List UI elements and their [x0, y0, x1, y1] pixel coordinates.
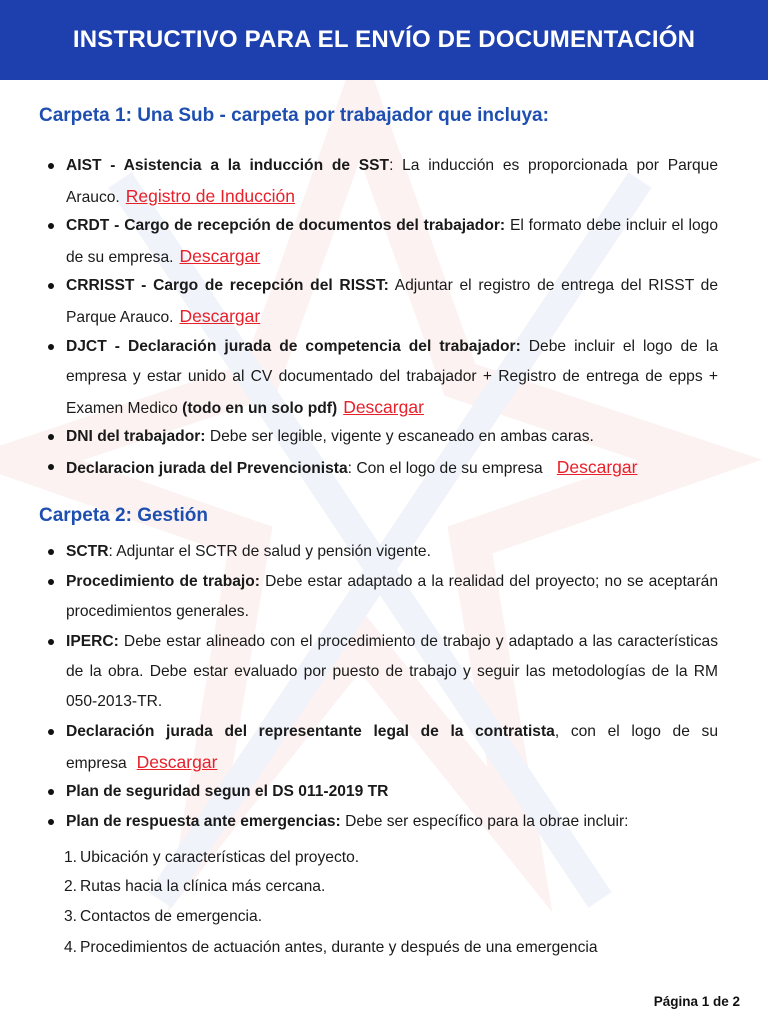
list-item-plan-emergencias	[66, 807, 718, 837]
item-label: Declaracion jurada del Prevencionista	[66, 460, 348, 477]
item-label: Procedimiento de trabajo:	[66, 573, 260, 590]
sublist-number: 1.	[64, 849, 78, 866]
item-label: AIST - Asistencia a la inducción de SST	[66, 157, 390, 174]
item-label: IPERC:	[66, 633, 119, 650]
sublist-item	[64, 843, 359, 873]
item-text: , con el logo de su empresa	[66, 723, 718, 772]
descargar-representante-link[interactable]: Descargar	[136, 752, 218, 772]
list-item-procedimiento	[66, 567, 718, 627]
list-item-aist	[66, 151, 718, 213]
list-item-dj-prevencionista	[66, 452, 718, 484]
item-label: CRRISST - Cargo de recepción del RISST:	[66, 277, 389, 294]
descargar-djct-link[interactable]: Descargar	[343, 397, 424, 417]
item-text: : La inducción es proporcionada por Parque Arauco.	[66, 157, 718, 206]
sublist-text: Contactos de emergencia.	[80, 908, 263, 925]
item-label: Plan de respuesta ante emergencias:	[66, 813, 341, 830]
item-text: El formato debe incluir el logo de su empresa.	[66, 217, 718, 266]
item-text: : Con el logo de su empresa	[347, 460, 543, 477]
section-title-carpeta-2: Carpeta 2: Gestión	[39, 505, 208, 526]
list-item-crrisst	[66, 271, 718, 333]
sublist-number: 4.	[64, 939, 78, 956]
section-title-carpeta-1: Carpeta 1: Una Sub - carpeta por trabajador que incluya:	[39, 105, 549, 126]
item-text: Debe ser específico para la obrae incluir:	[340, 813, 629, 830]
list-item-dj-representante	[66, 717, 718, 779]
item-label: CRDT - Cargo de recepción de documentos del trabajador:	[66, 217, 506, 234]
item-emphasis: (todo en un solo pdf)	[182, 400, 338, 417]
registro-induccion-link[interactable]: Registro de Inducción	[125, 186, 296, 206]
item-label: DJCT - Declaración jurada de competencia del trabajador:	[66, 338, 521, 355]
list-item-plan-seguridad	[66, 777, 718, 807]
item-text: : Adjuntar el SCTR de salud y pensión vigente.	[108, 543, 431, 560]
list-item-iperc	[66, 627, 718, 717]
sublist-text: Procedimientos de actuación antes, durante y después de una emergencia	[80, 939, 598, 956]
sublist-item	[64, 872, 325, 902]
descargar-crrisst-link[interactable]: Descargar	[179, 306, 261, 326]
item-label: Plan de seguridad segun el DS 011-2019 TR	[66, 783, 389, 800]
item-text: Debe estar alineado con el procedimiento de trabajo y adaptado a las características de la obra. Debe estar evaluado por puesto de trabajo y seguir las metodologías de la RM 050-2013-TR.	[66, 633, 718, 710]
item-label: Declaración jurada del representante legal de la contratista	[66, 723, 555, 740]
page-number: Página 1 de 2	[653, 994, 740, 1009]
sublist-item	[64, 933, 598, 963]
sublist-number: 3.	[64, 908, 78, 925]
page-title: INSTRUCTIVO PARA EL ENVÍO DE DOCUMENTACIÓN	[72, 26, 696, 53]
item-text: Debe estar adaptado a la realidad del proyecto; no se aceptarán procedimientos generales.	[66, 573, 718, 620]
list-item-crdt	[66, 211, 718, 273]
item-label: SCTR	[66, 543, 109, 560]
list-item-djct	[66, 332, 718, 424]
sublist-text: Rutas hacia la clínica más cercana.	[80, 878, 326, 895]
descargar-prevencionista-link[interactable]: Descargar	[556, 457, 638, 477]
item-text: Debe incluir el logo de la empresa y estar unido al CV documentado del trabajador + Registro de entrega de epps + Examen Medico	[66, 338, 718, 417]
descargar-crdt-link[interactable]: Descargar	[179, 246, 261, 266]
item-text: Adjuntar el registro de entrega del RISST de Parque Arauco.	[66, 277, 719, 326]
item-label: DNI del trabajador:	[66, 428, 206, 445]
list-item-sctr	[66, 537, 718, 567]
list-item-dni	[66, 422, 718, 452]
page-header	[0, 0, 768, 80]
sublist-number: 2.	[64, 878, 78, 895]
sublist-text: Ubicación y características del proyecto.	[80, 849, 360, 866]
item-text: Debe ser legible, vigente y escaneado en ambas caras.	[205, 428, 594, 445]
sublist-item	[64, 902, 262, 932]
